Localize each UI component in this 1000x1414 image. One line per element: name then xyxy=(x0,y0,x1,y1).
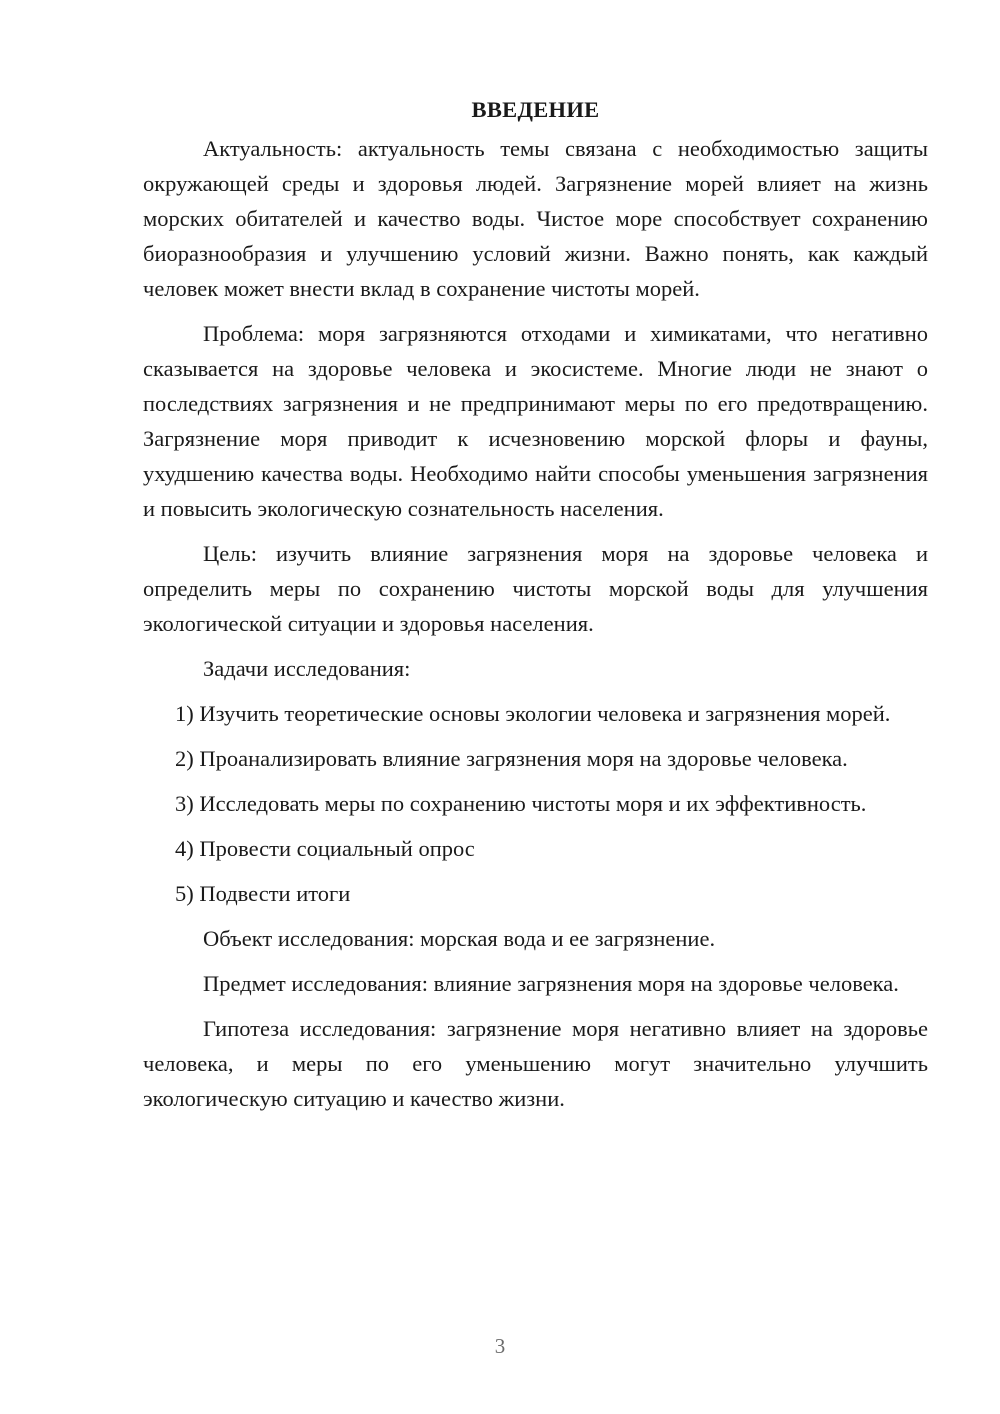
paragraph-goal: Цель: изучить влияние загрязнения моря на здоровье человека и определить меры по сохранению чистоты морской воды для улучшения экологической ситуации и здоровья населения. xyxy=(143,541,928,636)
task-item-2: 2) Проанализировать влияние загрязнения моря на здоровье человека. xyxy=(175,746,848,771)
paragraph-problem: Проблема: моря загрязняются отходами и химикатами, что негативно сказывается на здоровье человека и экосистеме. Многие люди не знают о последствиях загрязнения и не предпринимают меры по его предотвращению. Загрязнение моря приводит к исчезновению морской флоры и фауны, ухудшению качества воды. Необходимо найти способы уменьшения загрязнения и повысить экологическую сознательность населения. xyxy=(143,321,928,521)
task-item-3: 3) Исследовать меры по сохранению чистоты моря и их эффективность. xyxy=(175,791,867,816)
document-page xyxy=(143,92,928,1116)
paragraph-tasks-heading: Задачи исследования: xyxy=(203,656,411,681)
page-title: ВВЕДЕНИЕ xyxy=(471,97,600,122)
paragraph-hypothesis: Гипотеза исследования: загрязнение моря негативно влияет на здоровье человека, и меры по его уменьшению могут значительно улучшить экологическую ситуацию и качество жизни. xyxy=(143,1016,928,1111)
paragraph-object: Объект исследования: морская вода и ее загрязнение. xyxy=(203,926,716,951)
paragraph-subject: Предмет исследования: влияние загрязнения моря на здоровье человека. xyxy=(203,971,899,996)
paragraph-relevance: Актуальность: актуальность темы связана с необходимостью защиты окружающей среды и здоровья людей. Загрязнение морей влияет на жизнь морских обитателей и качество воды. Чистое море способствует сохранению биоразнообразия и улучшению условий жизни. Важно понять, как каждый человек может внести вклад в сохранение чистоты морей. xyxy=(143,136,928,301)
task-item-1: 1) Изучить теоретические основы экологии человека и загрязнения морей. xyxy=(175,701,891,726)
page-number: 3 xyxy=(494,1334,506,1358)
task-item-4: 4) Провести социальный опрос xyxy=(175,836,475,861)
task-item-5: 5) Подвести итоги xyxy=(175,881,351,906)
